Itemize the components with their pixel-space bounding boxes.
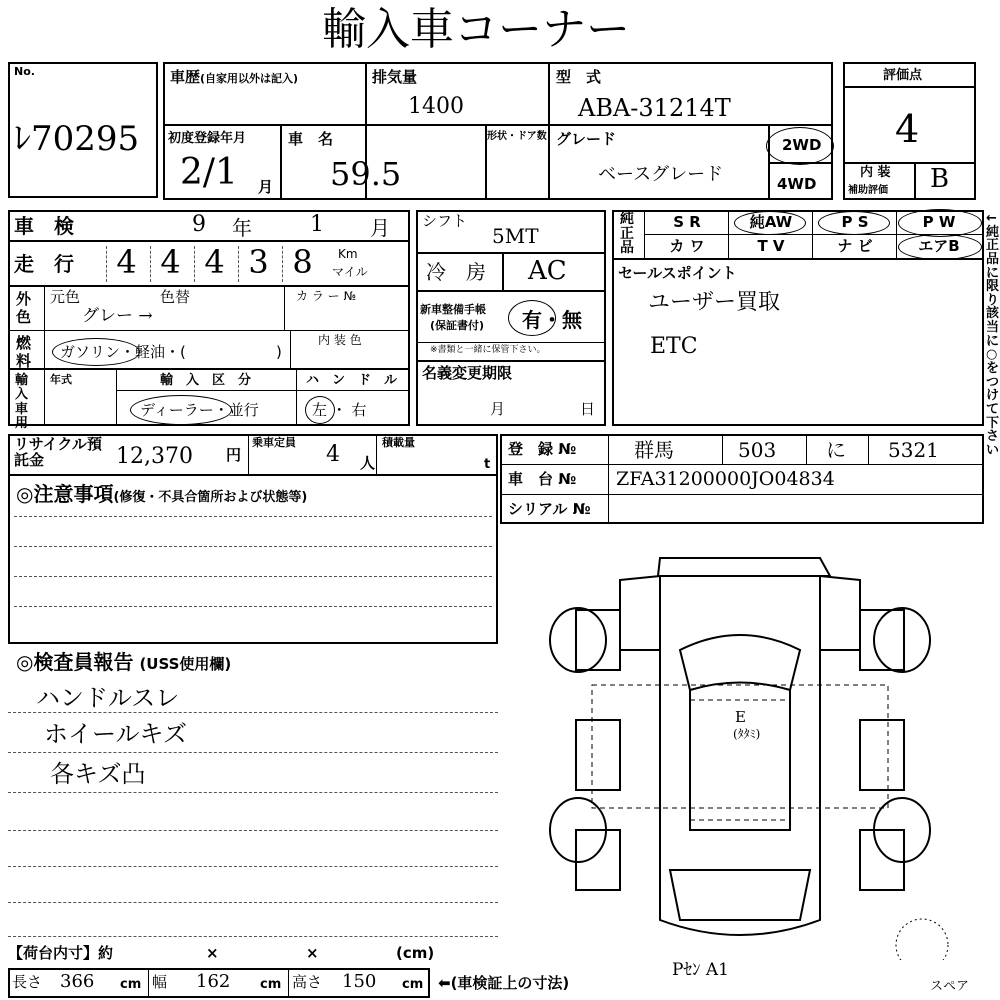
load-unit: t bbox=[484, 457, 491, 472]
import-year-label: 年式 bbox=[50, 373, 72, 386]
diagram-e-sub: (ﾀﾀﾐ) bbox=[733, 727, 761, 741]
manual-label: 新車整備手帳 bbox=[420, 303, 486, 316]
load-label: 積載量 bbox=[382, 436, 415, 449]
diagram-e-label: E bbox=[735, 708, 746, 726]
reg-region: 群馬 bbox=[634, 438, 674, 462]
mileage-digit: 4 bbox=[194, 246, 234, 282]
reg-label: 登 録 № bbox=[508, 440, 577, 458]
2wd-option: 2WD bbox=[782, 136, 822, 154]
manual-sub: (保証書付) bbox=[430, 319, 485, 332]
exterior-orig-label: 元色 bbox=[50, 288, 81, 306]
recycle-label: リサイクル預託金 bbox=[14, 435, 102, 469]
grade-label: グレード bbox=[556, 130, 617, 148]
cargo-x1: × bbox=[206, 944, 219, 962]
genuine-side-note: ←純正品に限り該当に○をつけて下さい bbox=[986, 211, 1000, 458]
genuine-part-row1-1: 純AW bbox=[749, 213, 793, 231]
grade-value: ベースグレード bbox=[598, 164, 724, 185]
fuel-label: 燃料 bbox=[16, 334, 32, 370]
genuine-label: 純正品 bbox=[620, 211, 634, 257]
interior-color-label: 内 装 色 bbox=[318, 333, 362, 347]
height-value: 150 bbox=[342, 971, 377, 992]
recycle-unit: 円 bbox=[226, 446, 242, 464]
mileage-label: 走 行 bbox=[14, 252, 74, 276]
fuel-options: ガソリン・軽油・( bbox=[60, 343, 186, 361]
model-label: 型 式 bbox=[556, 68, 602, 86]
dealer-circle bbox=[130, 395, 232, 425]
page-title: 輸入車コーナー bbox=[322, 4, 630, 55]
genuine-part-row2-0: カ ワ bbox=[669, 237, 705, 255]
score-value: 4 bbox=[895, 107, 920, 151]
airbag-circle bbox=[898, 234, 982, 260]
shift-value: 5MT bbox=[492, 224, 539, 248]
sales-point-line2: ETC bbox=[650, 334, 698, 359]
score-label: 評価点 bbox=[883, 68, 923, 83]
interior-label: 内 装 bbox=[860, 165, 891, 180]
cargo-note: ⬅(車検証上の寸法) bbox=[438, 974, 570, 992]
car-name-label: 車 名 bbox=[288, 130, 334, 148]
exterior-change-label: 色替 bbox=[160, 288, 191, 306]
displacement-label: 排気量 bbox=[372, 68, 418, 86]
inspection-year: 9 bbox=[192, 212, 206, 237]
handle-label: ハ ン ド ル bbox=[306, 373, 398, 388]
interior-sub: 補助評価 bbox=[848, 185, 888, 196]
first-reg-label: 初度登録年月 bbox=[168, 131, 247, 146]
manual-value: 有・無 bbox=[522, 308, 582, 332]
inspection-month-unit: 月 bbox=[370, 216, 390, 240]
width-cm: cm bbox=[260, 977, 282, 992]
car-name-value: 59.5 bbox=[330, 155, 402, 193]
spare-label: スペア bbox=[930, 979, 970, 994]
inspector-line-3: 各キズ凸 bbox=[50, 760, 146, 788]
color-no-label: カ ラ ー № bbox=[296, 289, 356, 303]
cargo-x2: × bbox=[306, 944, 319, 962]
model-value: ABA-31214T bbox=[578, 94, 731, 122]
body-doors-label: 形状・ドア数 bbox=[487, 131, 547, 142]
first-reg-value: 2/1 bbox=[180, 152, 238, 193]
genuine-aw-circle bbox=[734, 211, 806, 235]
name-change-label: 名義変更期限 bbox=[422, 364, 513, 382]
handle-value: 左 ・ 右 bbox=[312, 401, 367, 419]
ac-label: 冷 房 bbox=[426, 260, 486, 284]
recycle-value: 12,370 bbox=[116, 444, 193, 469]
diagram-pen-label: Pｾﾝ A1 bbox=[672, 960, 729, 980]
inspection-year-unit: 年 bbox=[232, 216, 252, 240]
mileage-unit-km: Km bbox=[338, 247, 358, 261]
reg-class: 503 bbox=[738, 438, 777, 462]
name-change-month: 月 bbox=[490, 400, 506, 418]
length-label: 長さ bbox=[12, 973, 43, 991]
fuel-close: ) bbox=[276, 343, 282, 361]
first-reg-unit: 月 bbox=[258, 178, 274, 196]
length-cm: cm bbox=[120, 977, 142, 992]
4wd-option: 4WD bbox=[777, 175, 817, 193]
car-diagram bbox=[540, 540, 1000, 960]
mileage-digit: 4 bbox=[106, 246, 146, 282]
left-handle-circle bbox=[305, 396, 335, 424]
mileage-digit: 3 bbox=[238, 246, 278, 282]
inspector-line-2: ホイールキズ bbox=[44, 720, 188, 748]
chassis-value: ZFA31200000JO04834 bbox=[616, 468, 835, 490]
genuine-part-row2-3: エアB bbox=[918, 237, 960, 255]
displacement-value: 1400 bbox=[408, 94, 464, 119]
genuine-part-row2-2: ナ ビ bbox=[837, 237, 873, 255]
interior-value: B bbox=[930, 164, 950, 194]
capacity-unit: 人 bbox=[360, 454, 376, 472]
reg-kana: に bbox=[826, 438, 846, 462]
width-value: 162 bbox=[196, 971, 231, 992]
cargo-label: 【荷台内寸】約 bbox=[8, 944, 114, 962]
notes-label: ◎注意事項(修復・不具合箇所および状態等) bbox=[16, 482, 308, 506]
pw-circle bbox=[898, 209, 982, 237]
serial-label: シリアル № bbox=[508, 500, 591, 518]
genuine-part-row2-1: T V bbox=[757, 237, 785, 255]
import-car-label: 輸入車用 bbox=[15, 373, 29, 431]
inspector-label: ◎検査員報告 (USS使用欄) bbox=[16, 650, 232, 674]
height-label: 高さ bbox=[292, 973, 323, 991]
mileage-digit: 8 bbox=[282, 246, 322, 282]
history-label: 車歴(自家用以外は記入) bbox=[170, 68, 299, 86]
manual-yes-circle bbox=[508, 300, 556, 336]
mileage-unit-mile: マイル bbox=[332, 265, 368, 279]
length-value: 366 bbox=[60, 971, 95, 992]
2wd-circle bbox=[766, 127, 834, 165]
sales-point-line1: ユーザー買取 bbox=[648, 290, 781, 315]
mileage-digit: 4 bbox=[150, 246, 190, 282]
exterior-orig-value: グレー → bbox=[82, 306, 153, 326]
cargo-unit: (cm) bbox=[396, 944, 435, 962]
inspector-line-1: ハンドルスレ bbox=[36, 684, 180, 712]
sales-point-label: セールスポイント bbox=[618, 264, 737, 282]
exterior-label: 外色 bbox=[16, 290, 32, 326]
shift-label: シフト bbox=[422, 212, 468, 230]
inspection-month: 1 bbox=[310, 212, 324, 237]
height-cm: cm bbox=[402, 977, 424, 992]
ac-value: AC bbox=[528, 256, 567, 286]
width-label: 幅 bbox=[152, 973, 168, 991]
fuel-gasoline-circle bbox=[52, 338, 140, 366]
import-category-label: 輸 入 区 分 bbox=[160, 373, 252, 388]
genuine-part-row1-2: P S bbox=[841, 213, 869, 231]
import-category-value: ディーラー・並行 bbox=[140, 401, 259, 419]
ps-circle bbox=[818, 211, 890, 235]
stock-number: ﾚ70295 bbox=[14, 119, 140, 159]
capacity-label: 乗車定員 bbox=[252, 436, 296, 449]
chassis-label: 車 台 № bbox=[508, 470, 577, 488]
genuine-part-row1-0: S R bbox=[673, 213, 701, 231]
inspection-label: 車 検 bbox=[14, 214, 74, 238]
no-label: No. bbox=[14, 65, 35, 78]
capacity-value: 4 bbox=[326, 442, 340, 467]
genuine-part-row1-3: P W bbox=[922, 213, 956, 231]
name-change-day: 日 bbox=[580, 400, 596, 418]
reg-number: 5321 bbox=[888, 438, 939, 462]
manual-note: ※書類と一緒に保管下さい。 bbox=[430, 345, 546, 355]
